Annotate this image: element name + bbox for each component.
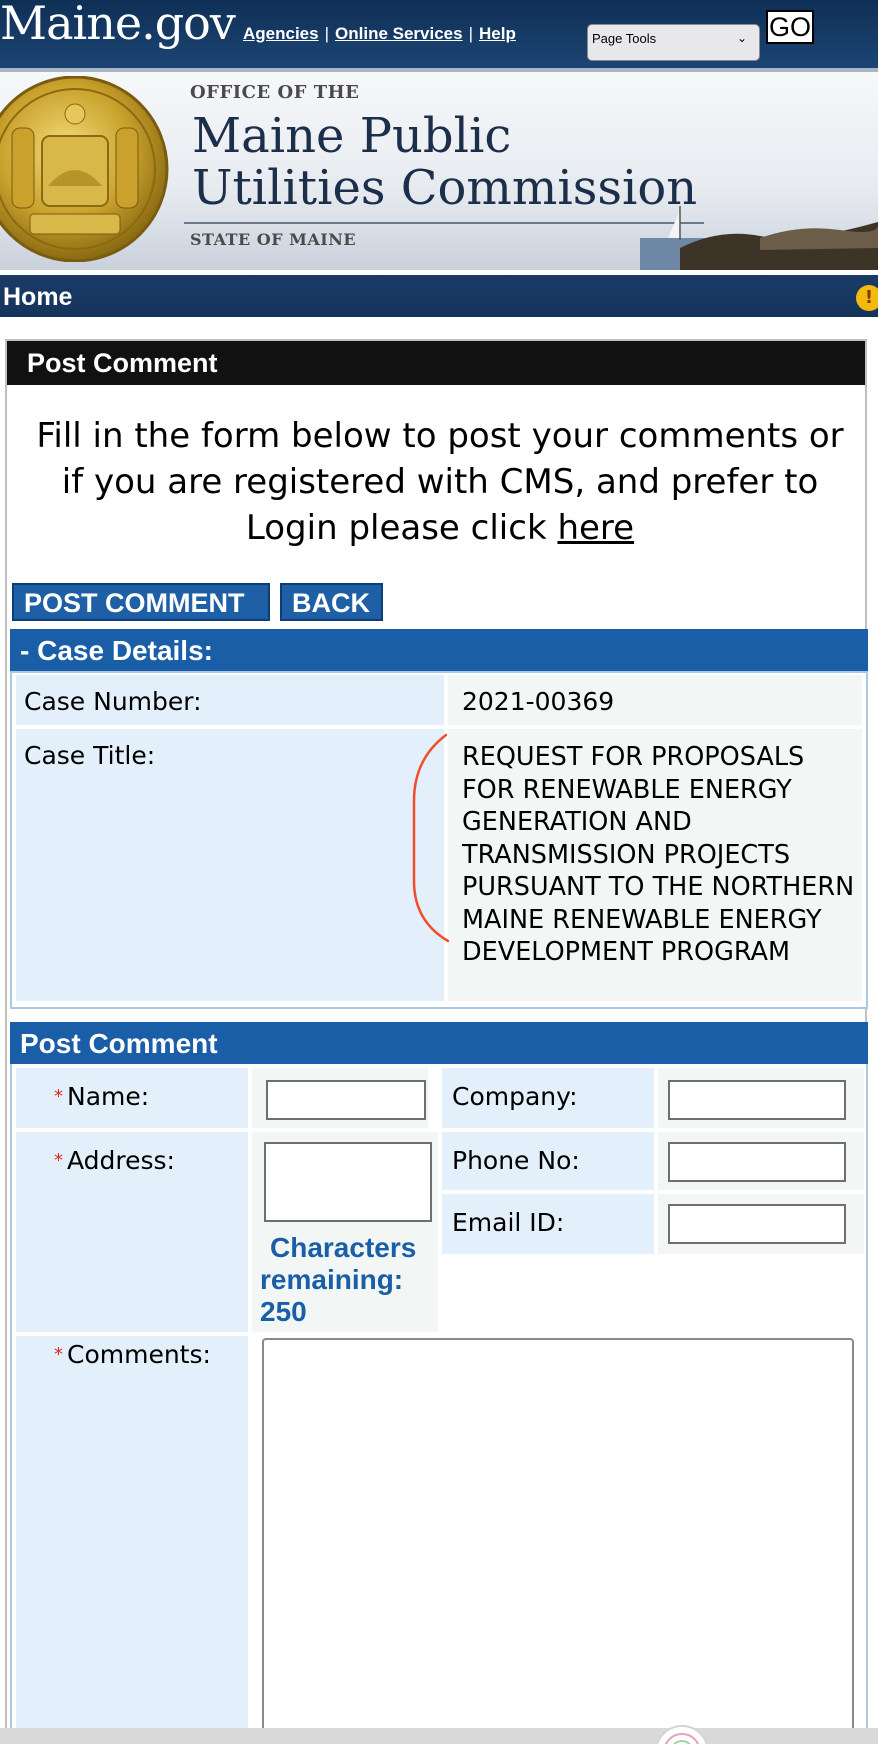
phone-label: Phone No: [442,1132,654,1190]
online-services-link[interactable]: Online Services [335,24,463,43]
alert-icon[interactable]: ! [856,285,878,311]
page-tools-select[interactable] [587,24,760,61]
top-links: Agencies | Online Services | Help [243,24,516,43]
case-details-header[interactable]: - Case Details: [10,629,868,671]
address-label: * Address: [16,1132,248,1332]
email-input[interactable] [668,1204,846,1244]
floating-action-icon[interactable] [652,1722,712,1744]
nav-home-link[interactable]: Home [3,283,73,311]
page-tools-value: Page Tools [592,31,657,46]
chevron-down-icon: ⌄ [736,31,747,45]
intro-text-body: Fill in the form below to post your comments or if you are registered with CMS, and prefer to Login please click [36,416,844,548]
case-number-label: Case Number: [16,675,444,725]
bottom-toolbar [0,1728,878,1744]
case-title-label: Case Title: [16,729,444,1001]
red-bracket-annotation [408,731,458,951]
comment-form-header: Post Comment [10,1022,868,1064]
main-nav [0,273,878,317]
help-link[interactable]: Help [479,24,516,43]
company-label: Company: [442,1068,654,1128]
company-cell [658,1068,864,1128]
chars-remaining-label: Characters remaining: [260,1232,417,1295]
agency-title-line1: Maine Public [192,108,512,164]
email-label: Email ID: [442,1194,654,1254]
comment-form [10,1064,868,1744]
comments-label: * Comments: [16,1336,248,1744]
banner-rule [184,222,704,224]
phone-input[interactable] [668,1142,846,1182]
state-of-maine-label: STATE OF MAINE [190,230,357,249]
header-banner [0,68,878,270]
banner-divider [0,68,878,72]
top-bar [0,0,878,68]
panel-title: Post Comment [7,341,865,385]
comments-textarea[interactable] [262,1338,854,1742]
required-icon: * [54,1150,63,1171]
post-comment-button[interactable]: POST COMMENT [12,583,270,621]
chars-remaining-value: 250 [260,1296,307,1327]
case-number-value: 2021-00369 [448,675,862,725]
login-here-link[interactable]: here [557,508,635,548]
required-icon: * [54,1344,63,1365]
intro-text [23,413,857,551]
office-of-label: OFFICE OF THE [190,82,360,103]
back-button[interactable]: BACK [280,583,383,621]
name-label: * Name: [16,1068,248,1128]
agencies-link[interactable]: Agencies [243,24,319,43]
phone-cell [658,1132,864,1190]
coastline-image [640,188,878,270]
go-button[interactable]: GO [766,10,814,44]
comments-cell [252,1336,864,1744]
state-seal-icon [0,76,178,262]
email-cell [658,1194,864,1254]
case-details-table [10,671,868,1009]
agency-title-line2: Utilities Commission [192,160,698,216]
post-comment-panel [5,339,867,1744]
required-icon: * [54,1086,63,1107]
case-title-value: REQUEST FOR PROPOSALS FOR RENEWABLE ENERGY GENERATION AND TRANSMISSION PROJECTS PURSUANT TO THE NORTHERN MAINE RENEWABLE ENERGY DEVELOPMENT PROGRAM [448,729,862,1001]
company-input[interactable] [668,1080,846,1120]
address-textarea[interactable] [264,1142,432,1222]
address-cell [252,1132,438,1332]
name-input[interactable] [266,1080,426,1120]
name-cell [252,1068,428,1128]
maine-gov-logo[interactable]: Maine.gov [0,0,235,50]
